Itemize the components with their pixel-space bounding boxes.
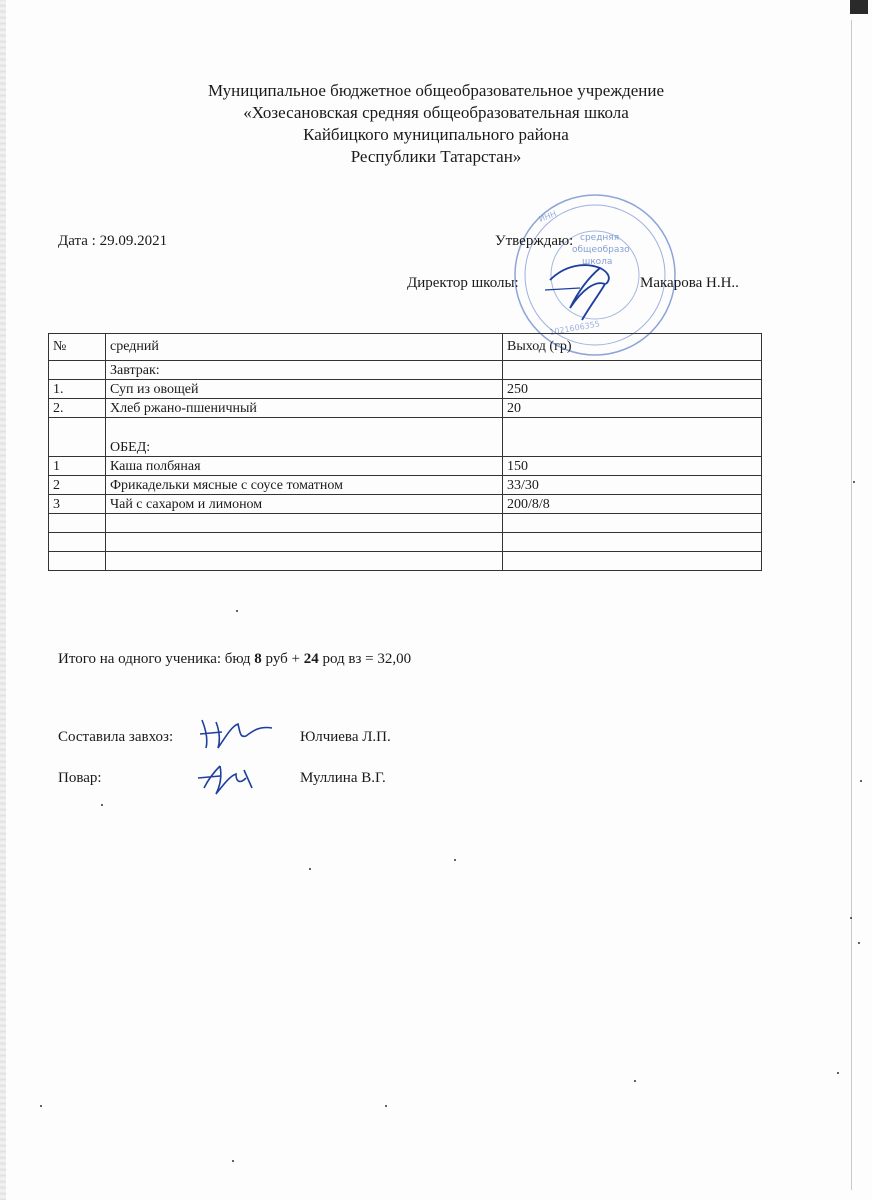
director-signature bbox=[540, 250, 640, 330]
cell-dish: Суп из овощей bbox=[106, 380, 503, 399]
scan-speck bbox=[101, 804, 103, 806]
storekeeper-label: Составила завхоз: bbox=[58, 729, 174, 745]
cook-signature bbox=[196, 758, 256, 798]
total-line bbox=[58, 651, 411, 668]
cell-yield bbox=[503, 418, 762, 457]
cell-number bbox=[49, 361, 106, 380]
stamp-text-5: 1021606355 bbox=[548, 319, 601, 337]
cell-yield: 200/8/8 bbox=[503, 495, 762, 514]
approve-text: Утверждаю: bbox=[495, 233, 574, 249]
table-row bbox=[49, 552, 762, 571]
total-parent-amount: 24 bbox=[303, 651, 319, 667]
scan-speck bbox=[309, 868, 311, 870]
cell-yield bbox=[503, 552, 762, 571]
date-text: Дата : 29.09.2021 bbox=[58, 233, 168, 249]
total-suffix: род вз = 32,00 bbox=[318, 651, 412, 667]
cell-yield: 20 bbox=[503, 399, 762, 418]
storekeeper-signature bbox=[196, 712, 276, 752]
cell-number: 1 bbox=[49, 457, 106, 476]
director-name: Макарова Н.Н.. bbox=[640, 275, 739, 291]
cell-dish bbox=[106, 552, 503, 571]
cell-yield: 33/30 bbox=[503, 476, 762, 495]
table-row bbox=[49, 380, 762, 399]
scan-speck bbox=[860, 780, 862, 782]
cell-number bbox=[49, 552, 106, 571]
table-header-row bbox=[49, 334, 762, 361]
cell-number: 2. bbox=[49, 399, 106, 418]
cell-dish bbox=[106, 514, 503, 533]
cook-name: Муллина В.Г. bbox=[300, 770, 386, 786]
scan-speck bbox=[40, 1105, 42, 1107]
stamp-text-3: школа bbox=[582, 257, 613, 267]
scan-speck bbox=[236, 610, 238, 612]
cell-number: 2 bbox=[49, 476, 106, 495]
cell-yield bbox=[503, 514, 762, 533]
cell-dish: Завтрак: bbox=[106, 361, 503, 380]
scan-speck bbox=[850, 917, 852, 919]
table-row bbox=[49, 514, 762, 533]
menu-table bbox=[48, 333, 762, 571]
header-cell-number: № bbox=[49, 334, 106, 361]
table-row bbox=[49, 457, 762, 476]
scan-speck bbox=[853, 481, 855, 483]
table-row bbox=[49, 418, 762, 457]
cell-yield bbox=[503, 361, 762, 380]
header-cell-dish: средний bbox=[106, 334, 503, 361]
header-line-4: Республики Татарстан» bbox=[350, 147, 522, 166]
header-line-3: Кайбицкого муниципального района bbox=[303, 125, 569, 144]
scan-mark bbox=[850, 0, 868, 14]
cell-number bbox=[49, 418, 106, 457]
cell-number: 1. bbox=[49, 380, 106, 399]
scan-speck bbox=[385, 1105, 387, 1107]
cell-dish: Чай с сахаром и лимоном bbox=[106, 495, 503, 514]
cell-dish: Фрикадельки мясные с соусе томатном bbox=[106, 476, 503, 495]
cook-label: Повар: bbox=[58, 770, 102, 786]
scan-speck bbox=[858, 942, 860, 944]
total-budget-amount: 8 bbox=[254, 651, 262, 667]
cell-dish: Каша полбяная bbox=[106, 457, 503, 476]
cell-yield: 250 bbox=[503, 380, 762, 399]
cell-yield bbox=[503, 533, 762, 552]
cell-number: 3 bbox=[49, 495, 106, 514]
header-cell-yield: Выход (гр) bbox=[503, 334, 762, 361]
storekeeper-name: Юлчиева Л.П. bbox=[300, 729, 391, 745]
table-row bbox=[49, 476, 762, 495]
table-row bbox=[49, 495, 762, 514]
cell-yield: 150 bbox=[503, 457, 762, 476]
stamp-text-2: общеобразо bbox=[572, 245, 630, 255]
scan-speck bbox=[837, 1072, 839, 1074]
scan-speck bbox=[454, 859, 456, 861]
cell-dish bbox=[106, 533, 503, 552]
total-prefix: Итого на одного ученика: бюд bbox=[58, 651, 255, 667]
cell-number bbox=[49, 533, 106, 552]
director-label: Директор школы: bbox=[407, 275, 519, 291]
scan-speck bbox=[232, 1160, 234, 1162]
cell-number bbox=[49, 514, 106, 533]
header-line-1: Муниципальное бюджетное общеобразовательное учреждение bbox=[207, 81, 665, 100]
scan-edge-right bbox=[846, 0, 872, 1200]
stamp-text-1: средняя bbox=[580, 233, 620, 243]
cell-dish: ОБЕД: bbox=[106, 418, 503, 457]
cell-dish: Хлеб ржано-пшеничный bbox=[106, 399, 503, 418]
school-header bbox=[0, 80, 872, 168]
table-row bbox=[49, 399, 762, 418]
header-line-2: «Хозесановская средняя общеобразовательная школа bbox=[243, 103, 629, 122]
scan-speck bbox=[634, 1080, 636, 1082]
scan-line bbox=[851, 20, 852, 1190]
table-row bbox=[49, 533, 762, 552]
scan-edge-left bbox=[0, 0, 6, 1200]
table-row bbox=[49, 361, 762, 380]
total-mid: руб + bbox=[261, 651, 304, 667]
stamp-text-4: ИНН bbox=[537, 209, 558, 224]
